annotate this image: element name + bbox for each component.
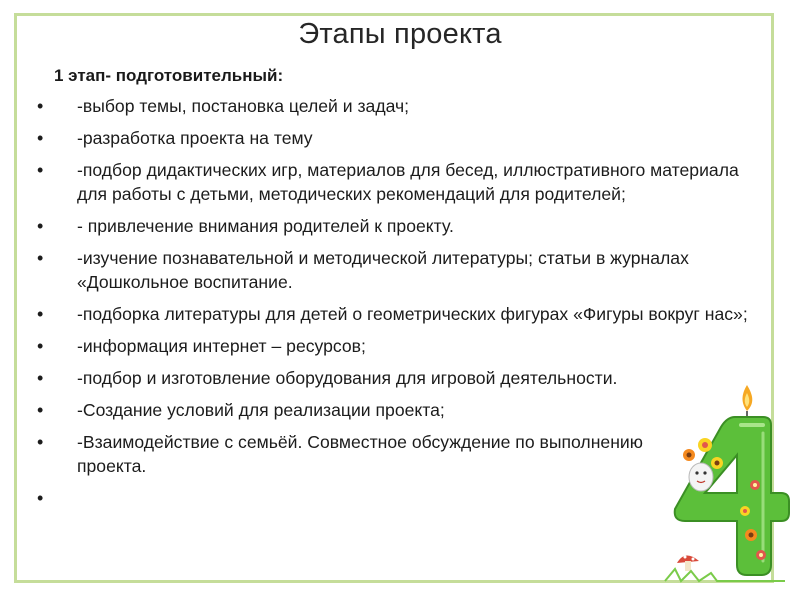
bullet-dot: • xyxy=(37,400,44,420)
list-item xyxy=(37,302,757,326)
list-item-text: -подбор и изготовление оборудования для игровой деятельности. xyxy=(77,368,618,388)
bullet-dot: • xyxy=(37,216,44,236)
list-item xyxy=(37,94,757,118)
list-item-text: -Создание условий для реализации проекта; xyxy=(77,400,445,420)
list-item xyxy=(37,430,677,478)
list-item-text: -выбор темы, постановка целей и задач; xyxy=(77,96,410,116)
list-item xyxy=(37,246,757,294)
list-item xyxy=(37,366,677,390)
bullet-dot: • xyxy=(37,488,44,508)
list-item xyxy=(37,334,757,358)
slide-title: Этапы проекта xyxy=(298,18,502,50)
list-item-text: -изучение познавательной и методической литературы; статьи в журналах «Дошкольное воспитание. xyxy=(77,248,689,292)
bullet-dot: • xyxy=(37,304,44,324)
list-item-text: -информация интернет – ресурсов; xyxy=(77,336,366,356)
bullet-dot: • xyxy=(37,368,44,388)
bullet-dot: • xyxy=(37,336,44,356)
stage-heading: 1 этап- подготовительный: xyxy=(54,66,284,85)
list-item-text: -разработка проекта на тему xyxy=(77,128,313,148)
bullet-dot: • xyxy=(37,128,44,148)
bullet-dot: • xyxy=(37,160,44,180)
list-item xyxy=(37,486,757,510)
list-item xyxy=(37,214,757,238)
number-four-birthday-candle-icon xyxy=(655,385,795,585)
bullet-dot: • xyxy=(37,432,44,452)
list-item xyxy=(37,398,757,422)
list-item-text: -Взаимодействие с семьёй. Совместное обсуждение по выполнению проекта. xyxy=(77,432,643,476)
list-item-text: -подборка литературы для детей о геометрических фигурах «Фигуры вокруг нас»; xyxy=(77,304,748,324)
bullet-dot: • xyxy=(37,96,44,116)
bullet-list xyxy=(37,94,757,518)
bullet-dot: • xyxy=(37,248,44,268)
list-item-text: -подбор дидактических игр, материалов для бесед, иллюстративного материала для работы с детьми, методических рекомендаций для родителей; xyxy=(77,160,739,204)
list-item-text: - привлечение внимания родителей к проекту. xyxy=(77,216,454,236)
list-item xyxy=(37,158,757,206)
list-item xyxy=(37,126,757,150)
